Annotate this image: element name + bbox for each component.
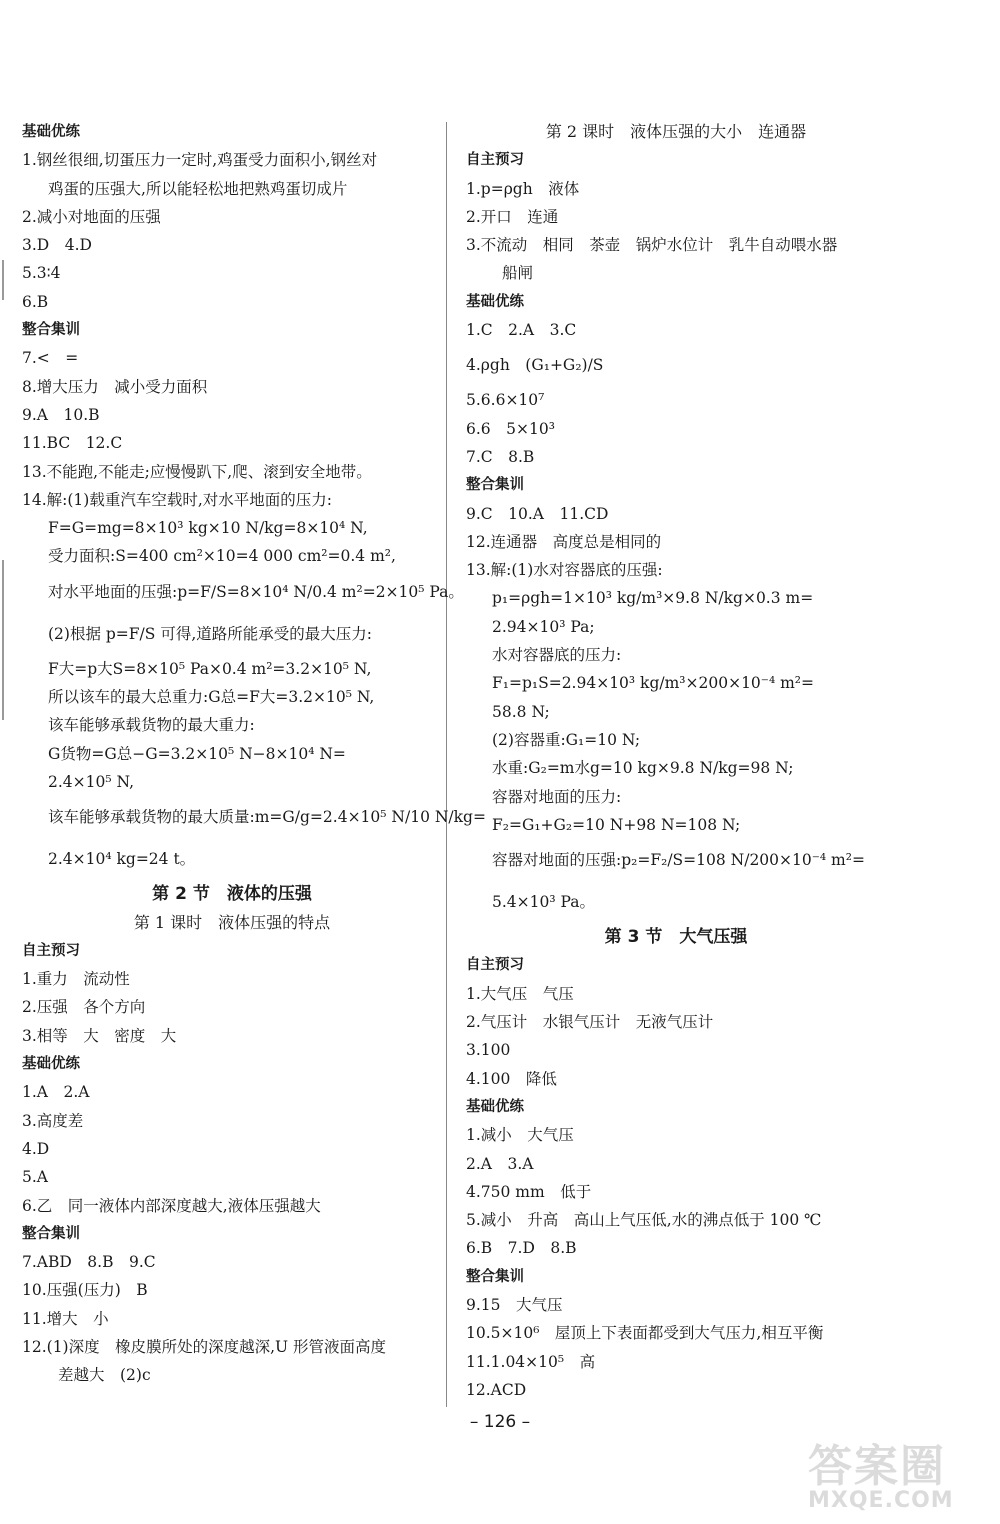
lesson-title: 第 2 课时 液体压强的大小 连通器 (545, 122, 807, 141)
answer-line: G货物=G总−G=3.2×10⁵ N−8×10⁴ N= (48, 744, 346, 763)
answer-line: 4.750 mm 低于 (466, 1182, 592, 1201)
answer-line: 1.重力 流动性 (22, 970, 130, 989)
left-column (22, 118, 486, 1390)
answer-line: 所以该车的最大总重力:G总=F大=3.2×10⁵ N, (48, 688, 375, 707)
section-heading: 基础优练 (466, 293, 524, 310)
answer-line: 1.钢丝很细,切蛋压力一定时,鸡蛋受力面积小,钢丝对 (22, 151, 378, 170)
answer-line: 该车能够承载货物的最大重力: (48, 716, 255, 735)
answer-line: 对水平地面的压强:p=F/S=8×10⁴ N/0.4 m²=2×10⁵ Pa。 (48, 582, 464, 601)
answer-line: 容器对地面的压强:p₂=F₂/S=108 N/200×10⁻⁴ m²= (492, 851, 865, 870)
right-column (466, 118, 886, 1404)
answer-line: F₂=G₁+G₂=10 N+98 N=108 N; (492, 815, 741, 834)
answer-line: 7.C 8.B (466, 447, 535, 466)
answer-line: F₁=p₁S=2.94×10³ kg/m³×200×10⁻⁴ m²= (492, 674, 815, 693)
answer-line: 8.增大压力 减小受力面积 (22, 377, 208, 396)
page-number: – 126 – (469, 1412, 531, 1432)
section-heading: 整合集训 (466, 1268, 524, 1285)
scan-edge-mark (2, 260, 4, 300)
answer-line: 6.B (22, 292, 49, 311)
section-heading: 整合集训 (466, 477, 524, 494)
answer-line: 58.8 N; (492, 702, 550, 721)
answer-line: (2)根据 p=F/S 可得,道路所能承受的最大压力: (48, 624, 372, 643)
answer-line: 7.ABD 8.B 9.C (22, 1253, 156, 1272)
answer-line: 2.A 3.A (466, 1154, 534, 1173)
answer-line: 5.6.6×10⁷ (466, 391, 545, 410)
watermark-text: 答案圈 (808, 1441, 946, 1492)
answer-line: 1.A 2.A (22, 1083, 90, 1102)
watermark-url: MXQE.COM (808, 1488, 954, 1513)
answer-line: 3.不流动 相同 茶壶 锅炉水位计 乳牛自动喂水器 (466, 236, 838, 255)
scan-edge-mark (2, 560, 4, 720)
answer-line: 7.< = (22, 349, 79, 368)
section-heading: 基础优练 (22, 124, 80, 140)
answer-line: 6.6 5×10³ (466, 419, 555, 438)
section-heading: 自主预习 (466, 957, 524, 974)
answer-line: 差越大 (2)c (58, 1366, 151, 1385)
answer-line: 2.气压计 水银气压计 无液气压计 (466, 1013, 714, 1032)
answer-line: p₁=ρgh=1×10³ kg/m³×9.8 N/kg×0.3 m= (492, 589, 814, 608)
answer-line: 鸡蛋的压强大,所以能轻松地把熟鸡蛋切成片 (48, 179, 348, 198)
answer-line: 水对容器底的压力: (492, 646, 622, 665)
answer-line: F=G=mg=8×10³ kg×10 N/kg=8×10⁴ N, (48, 519, 368, 538)
answer-line: 13.不能跑,不能走;应慢慢趴下,爬、滚到安全地带。 (22, 462, 372, 481)
answer-line: 11.1.04×10⁵ 高 (466, 1352, 596, 1371)
answer-line: 5.减小 升高 高山上气压低,水的沸点低于 100 ℃ (466, 1211, 822, 1230)
answer-line: 1.p=ρgh 液体 (466, 179, 580, 198)
answer-line: 12.连通器 高度总是相同的 (466, 532, 662, 551)
section-heading: 整合集训 (22, 1225, 80, 1242)
answer-line: 14.解:(1)载重汽车空载时,对水平地面的压力: (22, 490, 332, 509)
answer-line: 2.4×10⁴ kg=24 t。 (48, 850, 196, 869)
answer-line: 13.解:(1)水对容器底的压强: (466, 561, 663, 580)
section-heading: 基础优练 (22, 1056, 80, 1073)
answer-line: 水重:G₂=m水g=10 kg×9.8 N/kg=98 N; (492, 759, 794, 778)
answer-line: 3.高度差 (22, 1111, 84, 1130)
lesson-title: 第 1 课时 液体压强的特点 (133, 912, 331, 932)
answer-line: 受力面积:S=400 cm²×10=4 000 cm²=0.4 m², (48, 547, 396, 566)
answer-line: 4.100 降低 (466, 1069, 557, 1088)
answer-line: 1.C 2.A 3.C (466, 321, 577, 340)
answer-line: 3.相等 大 密度 大 (22, 1026, 177, 1045)
answer-line: 5.3∶4 (22, 264, 61, 283)
answer-line: 3.100 (466, 1041, 511, 1060)
section-title: 第 2 节 液体的压强 (152, 884, 312, 905)
answer-line: 4.D (22, 1139, 50, 1158)
answer-line: 容器对地面的压力: (492, 787, 622, 806)
answer-line: 10.压强(压力) B (22, 1281, 148, 1300)
answer-line: 2.压强 各个方向 (22, 998, 146, 1017)
answer-line: 1.减小 大气压 (466, 1126, 574, 1145)
answer-line: 9.15 大气压 (466, 1295, 563, 1314)
answer-line: 5.4×10³ Pa。 (492, 893, 595, 912)
section-heading: 整合集训 (22, 322, 80, 339)
column-divider (446, 122, 447, 1407)
answer-line: 2.减小对地面的压强 (22, 207, 161, 226)
answer-line: (2)容器重:G₁=10 N; (492, 730, 641, 749)
answer-line: 9.A 10.B (22, 405, 100, 424)
answer-line: 2.开口 连通 (466, 207, 559, 226)
answer-line: 12.(1)深度 橡皮膜所处的深度越深,U 形管液面高度 (22, 1337, 387, 1356)
answer-line: 6.B 7.D 8.B (466, 1239, 577, 1258)
answer-line: 3.D 4.D (22, 236, 92, 255)
answer-line: 该车能够承载货物的最大质量:m=G/g=2.4×10⁵ N/10 N/kg= (48, 808, 486, 827)
answer-line: 12.ACD (466, 1380, 527, 1399)
answer-line: 2.4×10⁵ N, (48, 772, 134, 791)
section-title: 第 3 节 大气压强 (604, 927, 748, 948)
section-heading: 自主预习 (22, 942, 80, 959)
answer-line: 5.A (22, 1168, 48, 1187)
section-heading: 基础优练 (466, 1098, 524, 1115)
answer-line: 11.BC 12.C (22, 434, 123, 453)
answer-line: 4.ρgh (G₁+G₂)/S (466, 356, 604, 375)
answer-line: 11.增大 小 (22, 1309, 109, 1328)
answer-line: 9.C 10.A 11.CD (466, 504, 609, 523)
section-heading: 自主预习 (466, 152, 524, 169)
answer-line: 2.94×10³ Pa; (492, 617, 595, 636)
answer-line: 10.5×10⁶ 屋顶上下表面都受到大气压力,相互平衡 (466, 1324, 824, 1343)
answer-line: 6.乙 同一液体内部深度越大,液体压强越大 (22, 1196, 321, 1215)
answer-line: 船闸 (502, 264, 534, 283)
answer-line: 1.大气压 气压 (466, 984, 574, 1003)
watermark-logo (800, 1430, 995, 1520)
answer-line: F大=p大S=8×10⁵ Pa×0.4 m²=3.2×10⁵ N, (48, 659, 372, 678)
